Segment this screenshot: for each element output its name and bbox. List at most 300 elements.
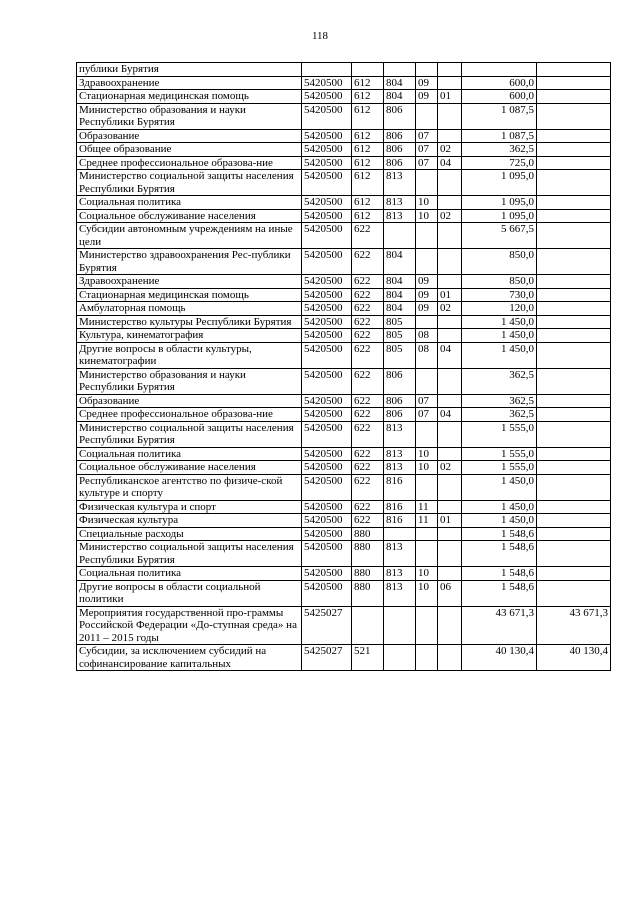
cell-amount-2 (537, 223, 611, 249)
cell-expense-type: 880 (352, 580, 384, 606)
cell-name: Мероприятия государственной про-граммы Российской Федерации «До-ступная среда» на 2011 – 2015 годы (77, 606, 302, 645)
cell-subsection (438, 223, 462, 249)
cell-amount-1: 850,0 (462, 249, 537, 275)
table-row (77, 368, 611, 394)
table-row (77, 129, 611, 143)
cell-subsection (438, 368, 462, 394)
cell-name: Другие вопросы в области культуры, кинематографии (77, 342, 302, 368)
cell-name: Социальная политика (77, 567, 302, 581)
cell-ministry-code: 813 (384, 196, 416, 210)
cell-section: 09 (416, 76, 438, 90)
cell-ministry-code: 806 (384, 143, 416, 157)
table-row (77, 500, 611, 514)
cell-ministry-code (384, 223, 416, 249)
budget-table (76, 62, 611, 671)
cell-amount-2: 40 130,4 (537, 645, 611, 671)
cell-amount-2 (537, 500, 611, 514)
cell-section: 09 (416, 275, 438, 289)
table-row (77, 288, 611, 302)
cell-expense-type: 622 (352, 447, 384, 461)
cell-target-article: 5420500 (302, 223, 352, 249)
cell-amount-2 (537, 302, 611, 316)
cell-name: Стационарная медицинская помощь (77, 288, 302, 302)
cell-amount-2 (537, 143, 611, 157)
cell-section: 08 (416, 329, 438, 343)
cell-subsection (438, 447, 462, 461)
cell-ministry-code (384, 63, 416, 77)
cell-amount-1: 600,0 (462, 90, 537, 104)
cell-section: 08 (416, 342, 438, 368)
cell-amount-2 (537, 567, 611, 581)
cell-amount-1: 120,0 (462, 302, 537, 316)
cell-target-article: 5425027 (302, 606, 352, 645)
cell-target-article: 5420500 (302, 196, 352, 210)
cell-name: Субсидии, за исключением субсидий на софинансирование капитальных (77, 645, 302, 671)
table-row (77, 103, 611, 129)
cell-amount-2 (537, 342, 611, 368)
table-row (77, 645, 611, 671)
cell-subsection: 04 (438, 408, 462, 422)
cell-ministry-code: 816 (384, 514, 416, 528)
cell-expense-type: 622 (352, 315, 384, 329)
cell-subsection (438, 645, 462, 671)
cell-ministry-code: 813 (384, 461, 416, 475)
cell-subsection: 01 (438, 90, 462, 104)
cell-amount-2 (537, 90, 611, 104)
cell-amount-1: 1 555,0 (462, 421, 537, 447)
cell-name: Среднее профессиональное образова-ние (77, 156, 302, 170)
cell-section: 07 (416, 129, 438, 143)
table-row (77, 196, 611, 210)
cell-name: Общее образование (77, 143, 302, 157)
cell-expense-type: 622 (352, 342, 384, 368)
cell-name: Специальные расходы (77, 527, 302, 541)
cell-ministry-code: 806 (384, 129, 416, 143)
cell-expense-type: 880 (352, 527, 384, 541)
cell-expense-type: 880 (352, 567, 384, 581)
cell-subsection (438, 76, 462, 90)
cell-amount-2 (537, 196, 611, 210)
cell-amount-1: 1 450,0 (462, 342, 537, 368)
cell-target-article: 5420500 (302, 129, 352, 143)
cell-section (416, 223, 438, 249)
cell-subsection: 06 (438, 580, 462, 606)
cell-ministry-code: 805 (384, 315, 416, 329)
cell-target-article: 5425027 (302, 645, 352, 671)
cell-expense-type: 612 (352, 76, 384, 90)
cell-name: Министерство образования и науки Республики Бурятия (77, 103, 302, 129)
cell-expense-type: 622 (352, 302, 384, 316)
cell-amount-1: 1 087,5 (462, 103, 537, 129)
cell-ministry-code: 804 (384, 302, 416, 316)
cell-expense-type: 612 (352, 209, 384, 223)
cell-section: 07 (416, 408, 438, 422)
cell-section: 10 (416, 580, 438, 606)
cell-amount-2 (537, 541, 611, 567)
cell-name: Министерство социальной защиты населения Республики Бурятия (77, 170, 302, 196)
cell-name: публики Бурятия (77, 63, 302, 77)
cell-amount-2: 43 671,3 (537, 606, 611, 645)
cell-amount-2 (537, 368, 611, 394)
cell-expense-type: 622 (352, 461, 384, 475)
page-number: 118 (311, 30, 329, 42)
cell-expense-type: 622 (352, 514, 384, 528)
cell-amount-2 (537, 461, 611, 475)
cell-expense-type: 622 (352, 500, 384, 514)
cell-amount-2 (537, 129, 611, 143)
cell-ministry-code: 804 (384, 275, 416, 289)
cell-expense-type (352, 606, 384, 645)
cell-amount-2 (537, 514, 611, 528)
cell-expense-type: 612 (352, 143, 384, 157)
cell-section (416, 170, 438, 196)
cell-ministry-code: 813 (384, 170, 416, 196)
cell-amount-2 (537, 527, 611, 541)
cell-subsection (438, 103, 462, 129)
cell-ministry-code: 804 (384, 249, 416, 275)
cell-amount-1 (462, 63, 537, 77)
cell-amount-2 (537, 103, 611, 129)
table-row (77, 249, 611, 275)
cell-target-article: 5420500 (302, 500, 352, 514)
cell-name: Республиканское агентство по физиче-ской культуре и спорту (77, 474, 302, 500)
cell-amount-2 (537, 76, 611, 90)
cell-target-article: 5420500 (302, 249, 352, 275)
cell-subsection (438, 421, 462, 447)
cell-target-article: 5420500 (302, 143, 352, 157)
cell-target-article: 5420500 (302, 156, 352, 170)
cell-amount-1: 1 548,6 (462, 527, 537, 541)
cell-ministry-code: 813 (384, 447, 416, 461)
cell-name: Министерство культуры Республики Бурятия (77, 315, 302, 329)
cell-expense-type: 622 (352, 408, 384, 422)
table-row (77, 223, 611, 249)
cell-section (416, 421, 438, 447)
cell-target-article: 5420500 (302, 514, 352, 528)
cell-target-article: 5420500 (302, 474, 352, 500)
cell-amount-2 (537, 63, 611, 77)
cell-amount-1: 1 555,0 (462, 447, 537, 461)
cell-name: Министерство здравоохранения Рес-публики Бурятия (77, 249, 302, 275)
cell-target-article: 5420500 (302, 76, 352, 90)
cell-target-article: 5420500 (302, 302, 352, 316)
cell-ministry-code: 805 (384, 329, 416, 343)
cell-subsection (438, 275, 462, 289)
cell-subsection: 02 (438, 209, 462, 223)
cell-section: 11 (416, 500, 438, 514)
cell-amount-2 (537, 474, 611, 500)
table-row (77, 514, 611, 528)
cell-amount-1: 1 450,0 (462, 514, 537, 528)
cell-target-article: 5420500 (302, 170, 352, 196)
cell-target-article: 5420500 (302, 580, 352, 606)
cell-subsection: 01 (438, 288, 462, 302)
cell-amount-1: 1 095,0 (462, 170, 537, 196)
cell-ministry-code: 804 (384, 76, 416, 90)
cell-amount-2 (537, 580, 611, 606)
cell-section: 07 (416, 394, 438, 408)
cell-amount-1: 362,5 (462, 368, 537, 394)
cell-ministry-code: 806 (384, 394, 416, 408)
cell-amount-2 (537, 170, 611, 196)
cell-section: 10 (416, 461, 438, 475)
cell-amount-2 (537, 315, 611, 329)
cell-subsection (438, 606, 462, 645)
cell-section: 10 (416, 447, 438, 461)
cell-subsection (438, 170, 462, 196)
cell-section: 11 (416, 514, 438, 528)
cell-subsection (438, 500, 462, 514)
cell-amount-2 (537, 421, 611, 447)
cell-name: Министерство социальной защиты населения Республики Бурятия (77, 541, 302, 567)
cell-name: Культура, кинематография (77, 329, 302, 343)
cell-section: 07 (416, 156, 438, 170)
cell-expense-type: 612 (352, 103, 384, 129)
table-row (77, 567, 611, 581)
cell-target-article: 5420500 (302, 315, 352, 329)
cell-expense-type: 622 (352, 421, 384, 447)
cell-expense-type: 622 (352, 394, 384, 408)
cell-ministry-code: 804 (384, 288, 416, 302)
table-row (77, 209, 611, 223)
cell-target-article: 5420500 (302, 567, 352, 581)
table-row (77, 329, 611, 343)
cell-ministry-code: 813 (384, 580, 416, 606)
table-row (77, 302, 611, 316)
table-row (77, 156, 611, 170)
cell-amount-1: 40 130,4 (462, 645, 537, 671)
cell-name: Министерство образования и науки Республики Бурятия (77, 368, 302, 394)
cell-expense-type: 622 (352, 275, 384, 289)
table-row (77, 76, 611, 90)
cell-subsection (438, 329, 462, 343)
table-row (77, 394, 611, 408)
cell-ministry-code: 806 (384, 368, 416, 394)
cell-ministry-code: 805 (384, 342, 416, 368)
cell-subsection (438, 541, 462, 567)
cell-target-article (302, 63, 352, 77)
cell-name: Социальная политика (77, 447, 302, 461)
cell-subsection: 04 (438, 156, 462, 170)
cell-target-article: 5420500 (302, 541, 352, 567)
cell-subsection (438, 474, 462, 500)
cell-target-article: 5420500 (302, 447, 352, 461)
cell-subsection (438, 63, 462, 77)
table-row (77, 580, 611, 606)
cell-section (416, 645, 438, 671)
cell-target-article: 5420500 (302, 342, 352, 368)
cell-name: Социальное обслуживание населения (77, 461, 302, 475)
cell-expense-type: 612 (352, 196, 384, 210)
cell-expense-type: 612 (352, 170, 384, 196)
cell-ministry-code: 813 (384, 209, 416, 223)
cell-name: Физическая культура и спорт (77, 500, 302, 514)
cell-subsection: 02 (438, 302, 462, 316)
cell-target-article: 5420500 (302, 394, 352, 408)
cell-expense-type: 622 (352, 368, 384, 394)
table-row (77, 461, 611, 475)
cell-section (416, 368, 438, 394)
cell-section: 07 (416, 143, 438, 157)
table-row (77, 342, 611, 368)
cell-name: Среднее профессиональное образова-ние (77, 408, 302, 422)
cell-amount-1: 1 087,5 (462, 129, 537, 143)
cell-target-article: 5420500 (302, 461, 352, 475)
table-row (77, 447, 611, 461)
cell-subsection: 02 (438, 143, 462, 157)
table-row (77, 143, 611, 157)
cell-section: 09 (416, 90, 438, 104)
table-row (77, 541, 611, 567)
cell-subsection (438, 527, 462, 541)
cell-amount-2 (537, 275, 611, 289)
cell-name: Физическая культура (77, 514, 302, 528)
cell-expense-type: 622 (352, 474, 384, 500)
cell-section (416, 541, 438, 567)
cell-name: Стационарная медицинская помощь (77, 90, 302, 104)
cell-target-article: 5420500 (302, 329, 352, 343)
cell-amount-1: 1 450,0 (462, 474, 537, 500)
cell-amount-1: 1 548,6 (462, 567, 537, 581)
table-row (77, 275, 611, 289)
cell-expense-type: 622 (352, 288, 384, 302)
cell-section: 09 (416, 302, 438, 316)
cell-expense-type: 612 (352, 129, 384, 143)
table-row (77, 315, 611, 329)
cell-amount-1: 1 548,6 (462, 541, 537, 567)
cell-amount-1: 730,0 (462, 288, 537, 302)
cell-subsection (438, 249, 462, 275)
table-body (77, 63, 611, 671)
cell-subsection (438, 196, 462, 210)
table-row (77, 606, 611, 645)
cell-ministry-code: 813 (384, 541, 416, 567)
cell-target-article: 5420500 (302, 90, 352, 104)
cell-expense-type: 622 (352, 329, 384, 343)
cell-name: Социальное обслуживание населения (77, 209, 302, 223)
cell-amount-1: 1 095,0 (462, 209, 537, 223)
cell-subsection (438, 567, 462, 581)
cell-ministry-code: 804 (384, 90, 416, 104)
cell-subsection (438, 394, 462, 408)
cell-target-article: 5420500 (302, 368, 352, 394)
cell-amount-1: 1 450,0 (462, 315, 537, 329)
cell-target-article: 5420500 (302, 288, 352, 302)
cell-expense-type: 521 (352, 645, 384, 671)
cell-section (416, 474, 438, 500)
cell-ministry-code (384, 527, 416, 541)
table-row (77, 408, 611, 422)
table-row (77, 63, 611, 77)
cell-target-article: 5420500 (302, 209, 352, 223)
cell-amount-2 (537, 209, 611, 223)
cell-ministry-code: 806 (384, 408, 416, 422)
cell-ministry-code (384, 645, 416, 671)
cell-amount-2 (537, 249, 611, 275)
cell-ministry-code: 816 (384, 500, 416, 514)
cell-expense-type: 622 (352, 249, 384, 275)
cell-amount-2 (537, 394, 611, 408)
cell-target-article: 5420500 (302, 421, 352, 447)
cell-amount-1: 1 555,0 (462, 461, 537, 475)
cell-subsection: 04 (438, 342, 462, 368)
cell-target-article: 5420500 (302, 103, 352, 129)
cell-target-article: 5420500 (302, 527, 352, 541)
table-row (77, 170, 611, 196)
cell-amount-2 (537, 329, 611, 343)
cell-ministry-code (384, 606, 416, 645)
cell-section: 10 (416, 209, 438, 223)
cell-section (416, 103, 438, 129)
cell-section: 10 (416, 567, 438, 581)
cell-name: Министерство социальной защиты населения Республики Бурятия (77, 421, 302, 447)
cell-amount-1: 362,5 (462, 143, 537, 157)
cell-section: 09 (416, 288, 438, 302)
cell-amount-1: 1 095,0 (462, 196, 537, 210)
cell-expense-type: 880 (352, 541, 384, 567)
table-row (77, 527, 611, 541)
table-row (77, 421, 611, 447)
cell-subsection (438, 315, 462, 329)
cell-section (416, 63, 438, 77)
cell-amount-1: 5 667,5 (462, 223, 537, 249)
cell-ministry-code: 813 (384, 421, 416, 447)
table-row (77, 90, 611, 104)
cell-amount-2 (537, 447, 611, 461)
cell-target-article: 5420500 (302, 275, 352, 289)
cell-ministry-code: 806 (384, 103, 416, 129)
cell-amount-1: 1 548,6 (462, 580, 537, 606)
cell-name: Образование (77, 394, 302, 408)
cell-subsection (438, 129, 462, 143)
cell-expense-type (352, 63, 384, 77)
cell-amount-1: 362,5 (462, 394, 537, 408)
cell-section: 10 (416, 196, 438, 210)
cell-name: Здравоохранение (77, 76, 302, 90)
cell-amount-1: 600,0 (462, 76, 537, 90)
cell-ministry-code: 806 (384, 156, 416, 170)
cell-amount-1: 1 450,0 (462, 329, 537, 343)
cell-name: Амбулаторная помощь (77, 302, 302, 316)
cell-section (416, 606, 438, 645)
cell-name: Образование (77, 129, 302, 143)
cell-section (416, 527, 438, 541)
cell-name: Здравоохранение (77, 275, 302, 289)
cell-amount-1: 850,0 (462, 275, 537, 289)
cell-amount-1: 362,5 (462, 408, 537, 422)
cell-name: Социальная политика (77, 196, 302, 210)
cell-amount-1: 43 671,3 (462, 606, 537, 645)
cell-amount-2 (537, 156, 611, 170)
table-row (77, 474, 611, 500)
cell-section (416, 249, 438, 275)
cell-ministry-code: 816 (384, 474, 416, 500)
cell-amount-1: 725,0 (462, 156, 537, 170)
cell-expense-type: 622 (352, 223, 384, 249)
cell-amount-2 (537, 288, 611, 302)
cell-amount-2 (537, 408, 611, 422)
cell-expense-type: 612 (352, 156, 384, 170)
cell-target-article: 5420500 (302, 408, 352, 422)
cell-ministry-code: 813 (384, 567, 416, 581)
cell-expense-type: 612 (352, 90, 384, 104)
cell-subsection: 01 (438, 514, 462, 528)
cell-amount-1: 1 450,0 (462, 500, 537, 514)
cell-subsection: 02 (438, 461, 462, 475)
cell-name: Другие вопросы в области социальной политики (77, 580, 302, 606)
cell-name: Субсидии автономным учреждениям на иные цели (77, 223, 302, 249)
cell-section (416, 315, 438, 329)
